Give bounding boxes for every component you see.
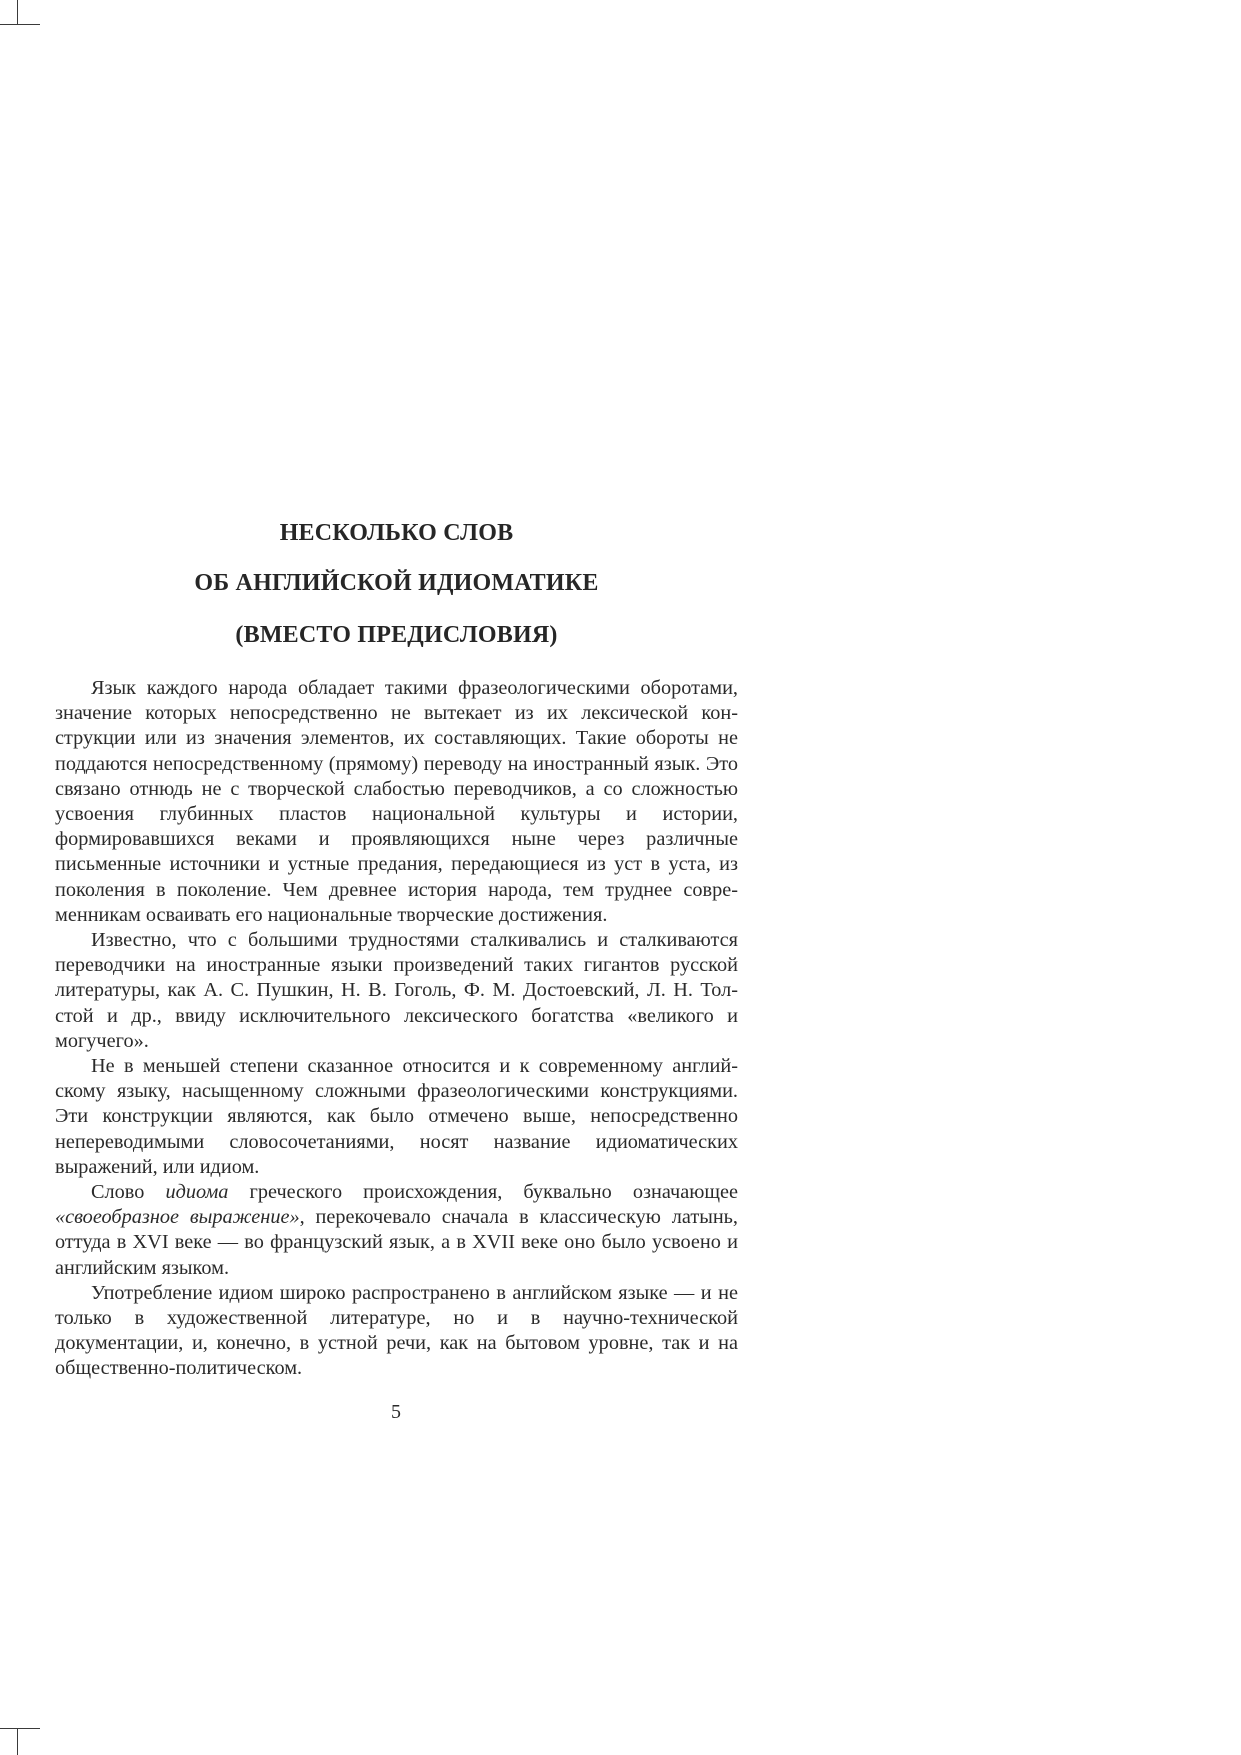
chapter-title-line-2: ОБ АНГЛИЙСКОЙ ИДИОМАТИКЕ: [194, 570, 599, 596]
paragraph-5: Употребление идиом широко распространено в английском языке — и не только в художественной литературе, но и в научно-технической документации, и, конечно, в устной речи, как на бытовом уровне, так и на общественно-политическом.: [55, 1281, 738, 1380]
paragraph-2: Известно, что с большими трудностями сталкивались и сталкиваются переводчики на иностранные языки произведений таких гигантов русской литературы, как А. С. Пушкин, Н. В. Гоголь, Ф. М. Достоевский, Л. Н. Толстой и др., ввиду исключительного лексического богатства «великого и могучего».: [55, 929, 738, 1052]
crop-mark-bottom-left-vertical: [17, 1728, 18, 1755]
body-text: [55, 676, 738, 1382]
paragraph-4: [55, 1180, 738, 1281]
page-number: 5: [391, 1401, 401, 1423]
crop-mark-bottom-left-horizontal: [0, 1728, 40, 1729]
term-idioma: идиома: [165, 1181, 229, 1204]
quoted-phrase: «своеобразное выражение»: [55, 1206, 300, 1229]
paragraph-4-text-a: Слово: [91, 1181, 166, 1204]
chapter-title-line-1: НЕСКОЛЬКО СЛОВ: [279, 520, 514, 546]
chapter-title-line-3: (ВМЕСТО ПРЕДИСЛОВИЯ): [235, 622, 558, 648]
paragraph-3: Не в меньшей степени сказанное относится и к современному английскому языку, насыщенному сложными фразеологическими конструкциями. Эти конструкции являются, как было отмечено выше, непосредственно непереводимыми словосочетаниями, носят название идиоматических выражений, или идиом.: [55, 1055, 738, 1178]
crop-mark-top-left-vertical: [17, 0, 18, 25]
paragraph-4-text-b: греческого происхождения, буквально означающее: [228, 1181, 739, 1204]
paragraph-1: Язык каждого народа обладает такими фразеологическими оборотами, значение которых непосредственно не вытекает из их лексической конструкции или из значения элементов, их составляющих. Такие обороты не поддаются непосредственному (прямому) переводу на иностранный язык. Это связано отнюдь не с творческой слабостью переводчиков, а со сложностью усвоения глубинных пластов национальной культуры и истории, формировавшихся веками и проявляющихся ныне через различные письменные источники и устные предания, передающиеся из уст в уста, из поколения в поколение. Чем древнее история народа, тем труднее современникам осваивать его национальные творческие достижения.: [55, 677, 738, 926]
crop-mark-top-left-horizontal: [0, 24, 40, 25]
paragraph-4-text-c: , перекочевало сначала в классическую латынь, оттуда в XVI веке — во французский язык, а в XVII веке оно было усвоено и английским языком.: [55, 1206, 738, 1279]
